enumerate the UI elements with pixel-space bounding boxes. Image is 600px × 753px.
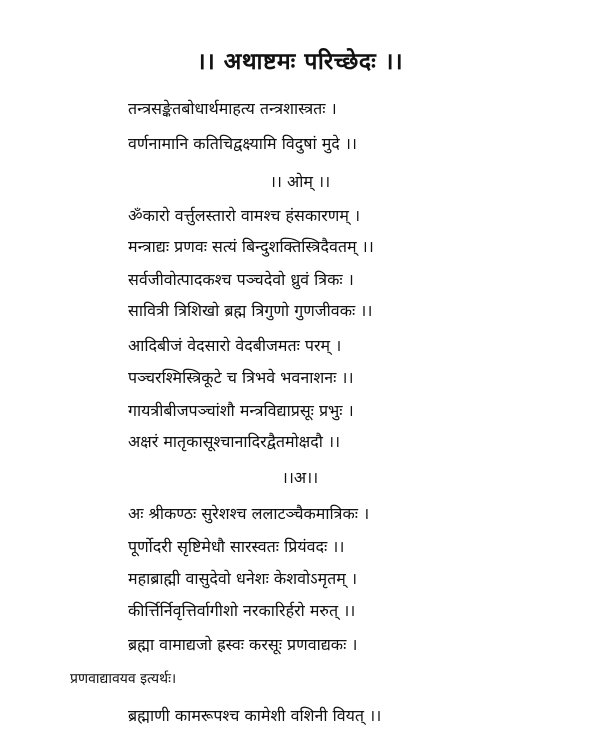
section-heading-om: ।। ओम् ।। — [269, 172, 331, 191]
verse-line: पञ्चरश्मिस्त्रिकूटे च त्रिभवे भवनाशनः ।। — [128, 368, 354, 387]
verse-line: तन्त्रसङ्केतबोधार्थमाहत्य तन्त्रशास्त्रतः । — [128, 99, 337, 118]
verse-line: कीर्त्तिर्निवृत्तिर्वागीशो नरकारिर्हरो मरुत् ।। — [128, 601, 356, 620]
verse-line: ब्रह्मा वामाद्यजो ह्रस्वः करसूः प्रणवाद्यकः । — [128, 635, 358, 654]
chapter-title: ।। अथाष्टमः परिच्छेदः ।। — [196, 49, 404, 75]
verse-line: मन्त्राद्यः प्रणवः सत्यं बिन्दुशक्तिस्त्रिदैवतम् ।। — [128, 237, 374, 256]
verse-line: ब्रह्माणी कामरूपश्च कामेशी वशिनी वियत् ।। — [128, 706, 382, 725]
verse-line: अक्षरं मातृकासूश्चानादिरद्वैतमोक्षदौ ।। — [128, 432, 341, 451]
verse-line: आदिबीजं वेदसारो वेदबीजमतः परम् । — [128, 336, 342, 355]
section-heading-a: ।।अ।। — [281, 468, 319, 487]
verse-line: वर्णनामानि कतिचिद्वक्ष्यामि विदुषां मुदे ।। — [128, 134, 358, 153]
verse-line: सर्वजीवोत्पादकश्च पञ्चदेवो ध्रुवं त्रिकः । — [128, 270, 354, 289]
verse-line: सावित्री त्रिशिखो ब्रह्म त्रिगुणो गुणजीवकः ।। — [128, 301, 373, 320]
verse-line: पूर्णोदरी सृष्टिमेधौ सारस्वतः प्रियंवदः ।। — [128, 537, 345, 556]
commentary-note: प्रणवाद्यावयव इत्यर्थः। — [70, 671, 177, 687]
verse-line: ॐकारो वर्त्तुलस्तारो वामश्च हंसकारणम् । — [128, 206, 361, 225]
verse-line: अः श्रीकण्ठः सुरेशश्च ललाटञ्चैकमात्रिकः । — [128, 504, 370, 523]
verse-line: महाब्राह्मी वासुदेवो धनेशः केशवोऽमृतम् । — [128, 569, 358, 588]
verse-line: गायत्रीबीजपञ्चांशौ मन्त्रविद्याप्रसूः प्रभुः । — [128, 401, 354, 420]
